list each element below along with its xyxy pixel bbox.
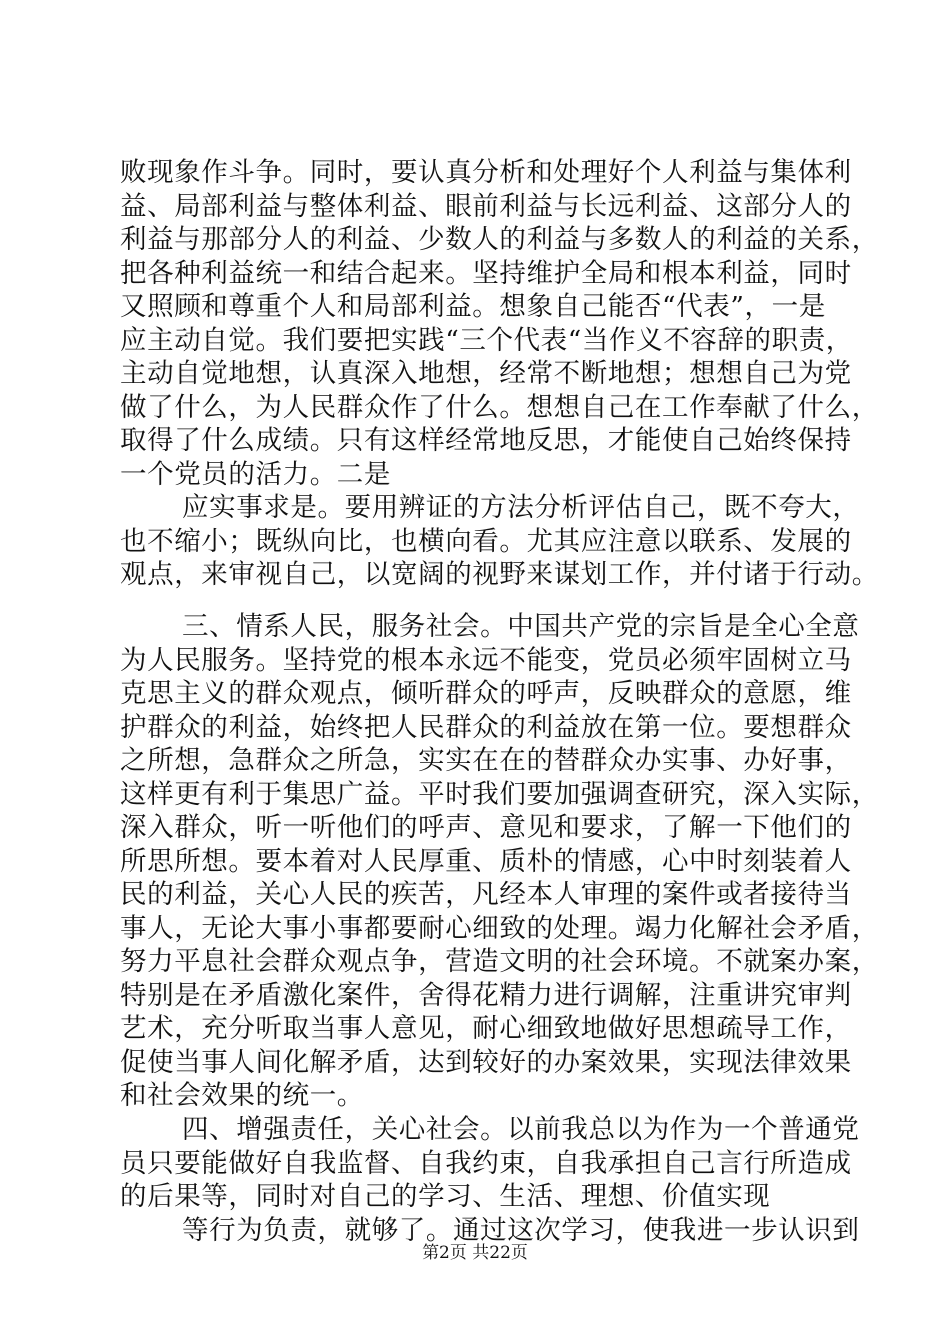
page-footer (0, 1242, 950, 1264)
paragraph-line: 护群众的利益，始终把人民群众的利益放在第一位。要想群众 (120, 711, 852, 743)
paragraph-line: 又照顾和尊重个人和局部利益。想象自己能否“代表”，一是 (120, 291, 826, 322)
paragraph-line: 促使当事人间化解矛盾，达到较好的办案效果，实现法律效果 (120, 1046, 852, 1078)
paragraph-4 (120, 1113, 860, 1214)
paragraph-line: 事人，无论大事小事都要耐心细致的处理。竭力化解社会矛盾， (120, 912, 879, 944)
paragraph-line: 应主动自觉。我们要把实践“三个代表“当作义不容辞的职责， (120, 324, 853, 356)
paragraph-3 (120, 610, 879, 1113)
paragraph-line: 之所想，急群众之所急，实实在在的替群众办实事、办好事， (120, 745, 852, 776)
paragraph-line: 做了什么，为人民群众作了什么。想想自己在工作奉献了什么， (120, 391, 879, 423)
paragraph-line: 努力平息社会群众观点争，营造文明的社会环境。不就案办案， (120, 946, 879, 977)
paragraph-line: 的后果等，同时对自己的学习、生活、理想、价值实现 (120, 1181, 771, 1212)
paragraph-line: 益、局部利益与整体利益、眼前利益与长远利益、这部分人的 (120, 190, 852, 222)
paragraph-line: 深入群众，听一听他们的呼声、意见和要求，了解一下他们的 (120, 812, 852, 843)
paragraph-line: 主动自觉地想，认真深入地想，经常不断地想；想想自己为党 (120, 358, 852, 389)
paragraph-line: 观点，来审视自己，以宽阔的视野来谋划工作，并付诸于行动。 (120, 559, 879, 590)
paragraph-line: 应实事求是。要用辨证的方法分析评估自己，既不夸大， (182, 492, 860, 523)
paragraph-line: 一个党员的活力。二是 (120, 458, 391, 490)
paragraph-line: 员只要能做好自我监督、自我约束，自我承担自己言行所造成 (120, 1147, 852, 1179)
paragraph-line: 四、增强责任，关心社会。以前我总以为作为一个普通党 (182, 1114, 860, 1145)
paragraph-line: 克思主义的群众观点，倾听群众的呼声，反映群众的意愿，维 (120, 678, 852, 709)
paragraph-line: 三、情系人民，服务社会。中国共产党的宗旨是全心全意 (182, 611, 860, 642)
paragraph-line: 艺术，充分听取当事人意见，耐心细致地做好思想疏导工作， (120, 1013, 852, 1044)
page-number-label: 第2页 共22页 (422, 1243, 528, 1263)
paragraph-line: 取得了什么成绩。只有这样经常地反思，才能使自己始终保持 (120, 425, 852, 456)
paragraph-line: 民的利益，关心人民的疾苦，凡经本人审理的案件或者接待当 (120, 879, 852, 910)
paragraph-line: 败现象作斗争。同时，要认真分析和处理好个人利益与集体利 (120, 157, 852, 188)
paragraph-line: 也不缩小；既纵向比，也横向看。尤其应注意以联系、发展的 (120, 525, 852, 557)
paragraph-line: 所思所想。要本着对人民厚重、质朴的情感，心中时刻装着人 (120, 845, 852, 877)
paragraph-line: 等行为负责，就够了。通过这次学习，使我进一步认识到 (182, 1215, 860, 1246)
paragraph-line: 这样更有利于集思广益。平时我们要加强调查研究，深入实际， (120, 778, 879, 810)
paragraph-1 (120, 156, 879, 491)
paragraph-line: 特别是在矛盾激化案件，舍得花精力进行调解，注重讲究审判 (120, 979, 852, 1011)
paragraph-line: 把各种利益统一和结合起来。坚持维护全局和根本利益，同时 (120, 257, 852, 289)
paragraph-line: 利益与那部分人的利益、少数人的利益与多数人的利益的关系， (120, 224, 879, 255)
paragraph-line: 为人民服务。坚持党的根本永远不能变，党员必须牢固树立马 (120, 644, 852, 676)
paragraph-2 (120, 491, 879, 592)
paragraph-line: 和社会效果的统一。 (120, 1080, 364, 1111)
